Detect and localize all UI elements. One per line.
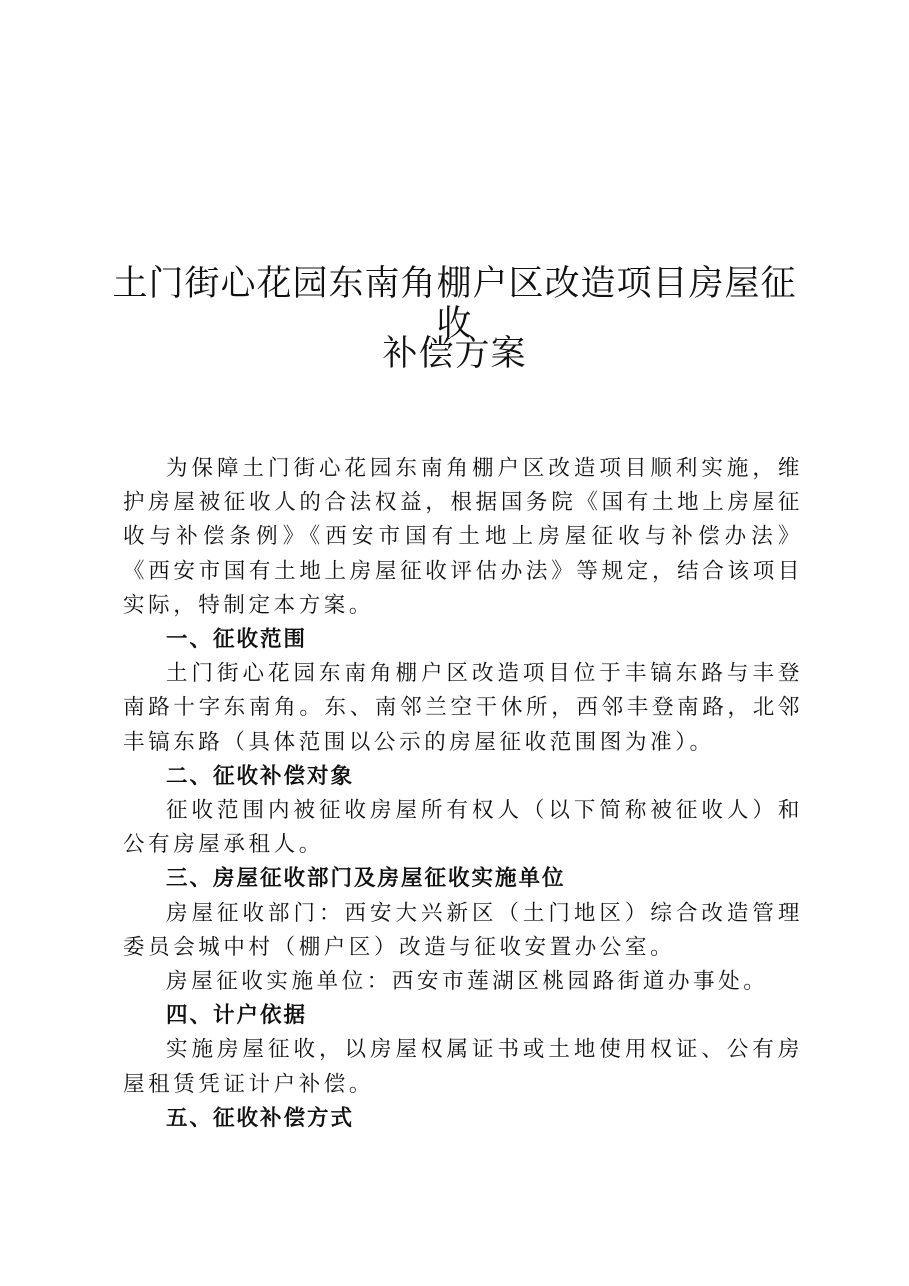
section-paragraph-implementer: 房屋征收实施单位：西安市莲湖区桃园路街道办事处。 — [166, 969, 769, 995]
document-body — [123, 452, 803, 1136]
section-heading-compensation-method: 五、征收补偿方式 — [166, 1105, 355, 1131]
section-paragraph-objects: 征收范围内被征收房屋所有权人（以下简称被征收人）和公有房屋承租人。 — [123, 798, 803, 858]
section-paragraph-department: 房屋征收部门：西安大兴新区（土门地区）综合改造管理委员会城中村（棚户区）改造与征收安置办公室。 — [123, 900, 803, 960]
section-paragraph-household-basis: 实施房屋征收，以房屋权属证书或土地使用权证、公有房屋租赁凭证计户补偿。 — [123, 1037, 803, 1097]
document-title-line-1: 土门街心花园东南角棚户区改造项目房屋征收 — [112, 264, 797, 344]
document-title-line-2: 补偿方案 — [382, 334, 527, 374]
section-paragraph-scope: 土门街心花园东南角棚户区改造项目位于丰镐东路与丰登南路十字东南角。东、南邻兰空干休所，西邻丰登南路，北邻丰镐东路（具体范围以公示的房屋征收范围图为准）。 — [123, 661, 803, 755]
intro-paragraph: 为保障土门街心花园东南角棚户区改造项目顺利实施，维护房屋被征收人的合法权益，根据国务院《国有土地上房屋征收与补偿条例》《西安市国有土地上房屋征收与补偿办法》《西安市国有土地上房屋征收评估办法》等规定，结合该项目实际，特制定本方案。 — [123, 456, 803, 618]
section-heading-objects: 二、征收补偿对象 — [166, 763, 355, 789]
section-heading-scope: 一、征收范围 — [166, 627, 308, 653]
section-heading-household-basis: 四、计户依据 — [166, 1003, 308, 1029]
section-heading-departments: 三、房屋征收部门及房屋征收实施单位 — [166, 866, 566, 892]
